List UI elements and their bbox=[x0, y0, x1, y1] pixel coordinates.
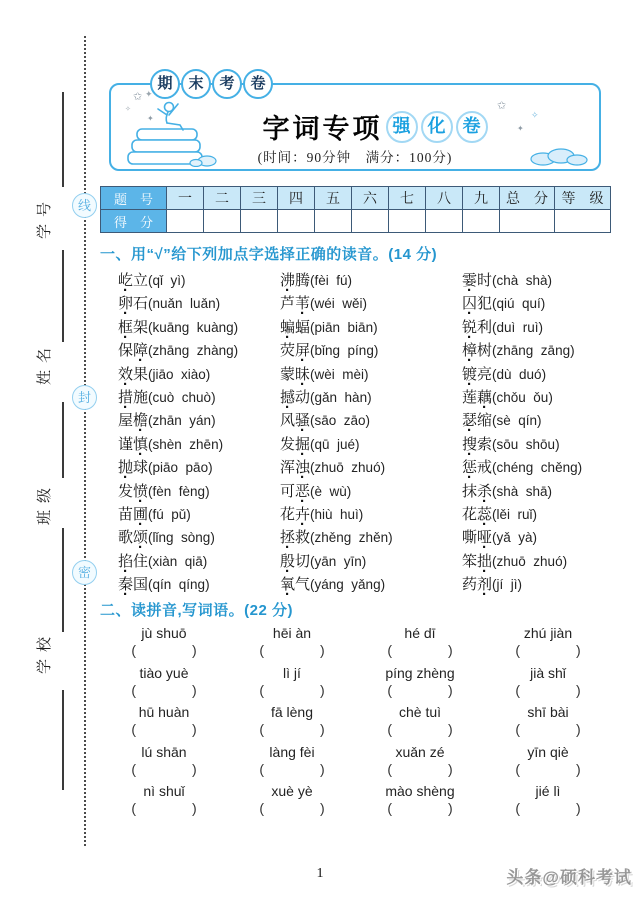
pinyin-options: (chǒu ǒu) bbox=[492, 389, 553, 405]
word-item bbox=[280, 363, 462, 386]
pinyin-options: (jiāo xiào) bbox=[148, 366, 211, 382]
score-empty-cell bbox=[241, 210, 278, 233]
pinyin-options: (sè qín) bbox=[492, 413, 542, 429]
answer-blank: ( ) bbox=[387, 642, 453, 658]
pinyin-cell bbox=[100, 703, 228, 743]
pinyin-text: xuǎn zé bbox=[395, 743, 445, 760]
sidebar-field-label: 班级 bbox=[36, 481, 53, 526]
pinyin-cell bbox=[356, 624, 484, 664]
dotted-character: 措 bbox=[118, 388, 134, 406]
word-character: 切 bbox=[295, 552, 311, 570]
word-item bbox=[462, 456, 628, 479]
word-item bbox=[462, 339, 628, 362]
pinyin-options: (chà shà) bbox=[492, 273, 553, 288]
writing-line bbox=[62, 528, 64, 632]
word-item bbox=[462, 433, 628, 456]
dotted-character: 苇 bbox=[295, 295, 311, 313]
badge-char: 考 bbox=[212, 69, 242, 99]
pinyin-text: jià shǐ bbox=[530, 664, 566, 681]
pinyin-options: (yǎ yà) bbox=[492, 530, 538, 546]
pinyin-text: lì jí bbox=[283, 664, 301, 681]
pinyin-options: (sōu shōu) bbox=[492, 436, 560, 452]
paper-title-row bbox=[191, 107, 559, 146]
answer-blank: ( ) bbox=[131, 760, 197, 777]
score-empty-cell bbox=[167, 210, 204, 233]
dotted-character: 卉 bbox=[295, 505, 311, 523]
word-character: 索 bbox=[477, 435, 493, 453]
dotted-character: 蕊 bbox=[477, 505, 493, 523]
pinyin-text: zhú jiàn bbox=[523, 625, 573, 641]
word-item bbox=[462, 269, 628, 292]
section1-word-grid bbox=[118, 269, 628, 596]
word-character: 芦 bbox=[280, 295, 296, 313]
word-character: 歌 bbox=[118, 529, 134, 547]
word-character: 石 bbox=[133, 295, 149, 313]
pinyin-options: (lěi ruǐ) bbox=[492, 506, 538, 522]
score-column-header: 三 bbox=[241, 187, 278, 210]
dotted-character: 卵 bbox=[118, 295, 134, 313]
dotted-character: 恶 bbox=[295, 482, 311, 500]
pinyin-cell bbox=[484, 624, 612, 664]
answer-blank: ( ) bbox=[387, 721, 453, 737]
word-item bbox=[462, 363, 628, 386]
score-column-header: 四 bbox=[278, 187, 315, 210]
word-character: 犯 bbox=[477, 295, 493, 313]
word-item bbox=[118, 480, 280, 503]
pinyin-options: (qín qíng) bbox=[148, 577, 210, 593]
score-column-header: 九 bbox=[463, 187, 500, 210]
pinyin-options: (qǐ yì) bbox=[148, 273, 186, 288]
word-item bbox=[118, 503, 280, 526]
word-character: 花 bbox=[462, 505, 478, 523]
pinyin-options: (wéi wěi) bbox=[310, 296, 368, 312]
pinyin-options: (qū jué) bbox=[310, 436, 360, 452]
word-item bbox=[118, 386, 280, 409]
pinyin-options: (kuāng kuàng) bbox=[148, 319, 239, 335]
score-table bbox=[100, 186, 611, 233]
dotted-character: 障 bbox=[133, 342, 149, 360]
dotted-character: 框 bbox=[118, 318, 134, 336]
pinyin-options: (è wù) bbox=[310, 483, 352, 499]
dotted-character: 檐 bbox=[133, 412, 149, 430]
score-table-grid bbox=[100, 186, 611, 233]
word-item bbox=[280, 573, 462, 596]
word-item bbox=[118, 433, 280, 456]
dotted-character: 镀 bbox=[462, 365, 478, 383]
word-item bbox=[462, 503, 628, 526]
answer-blank: ( ) bbox=[515, 721, 581, 737]
word-item bbox=[280, 316, 462, 339]
word-item bbox=[462, 316, 628, 339]
pinyin-options: (piāo pāo) bbox=[148, 460, 213, 476]
badge-char: 期 bbox=[150, 69, 180, 99]
answer-blank: ( ) bbox=[259, 800, 325, 816]
pinyin-cell bbox=[484, 782, 612, 822]
pinyin-options: (zhěng zhěn) bbox=[310, 530, 393, 546]
pinyin-text: fā lèng bbox=[270, 704, 314, 720]
title-circled-char: 卷 bbox=[456, 111, 488, 143]
answer-blank: ( ) bbox=[387, 681, 453, 698]
word-item bbox=[118, 292, 280, 315]
score-column-header: 五 bbox=[315, 187, 352, 210]
word-item bbox=[118, 456, 280, 479]
word-character: 花 bbox=[280, 505, 296, 523]
pinyin-cell bbox=[100, 664, 228, 704]
dotted-character: 愤 bbox=[133, 482, 149, 500]
pinyin-options: (jí jì) bbox=[492, 577, 523, 593]
dotted-character: 霎 bbox=[462, 272, 478, 289]
pinyin-cell bbox=[356, 703, 484, 743]
seal-char: 密 bbox=[72, 560, 97, 585]
pinyin-cell bbox=[484, 703, 612, 743]
sidebar-field-label: 学号 bbox=[36, 195, 53, 240]
pinyin-cell bbox=[484, 664, 612, 704]
word-character: 风 bbox=[280, 412, 296, 430]
word-character: 苗 bbox=[118, 505, 134, 523]
pinyin-options: (fèi fú) bbox=[310, 273, 353, 288]
paper-title-text: 字词专项 bbox=[262, 114, 383, 144]
title-circled-char: 强 bbox=[386, 111, 418, 143]
word-item bbox=[280, 269, 462, 292]
word-item bbox=[280, 480, 462, 503]
score-row-label: 题 号 bbox=[101, 187, 167, 210]
word-character: 谨 bbox=[118, 435, 134, 453]
dotted-character: 撼 bbox=[280, 388, 296, 406]
word-character: 抹 bbox=[462, 482, 478, 500]
seal-fold-dotted-line bbox=[84, 36, 86, 846]
pinyin-options: (chéng chěng) bbox=[492, 460, 583, 476]
pinyin-options: (cuò chuò) bbox=[148, 389, 216, 405]
star-icon: ✦ bbox=[147, 114, 154, 123]
dotted-character: 屹 bbox=[118, 272, 134, 289]
title-circled-chars bbox=[383, 111, 488, 143]
pinyin-text: lú shān bbox=[141, 743, 187, 760]
pinyin-cell bbox=[356, 743, 484, 783]
word-character: 施 bbox=[133, 388, 149, 406]
star-icon: ✩ bbox=[497, 100, 507, 112]
pinyin-options: (zhuō zhuó) bbox=[310, 460, 386, 476]
pinyin-options: (nuǎn luǎn) bbox=[148, 296, 221, 312]
pinyin-cell bbox=[228, 664, 356, 704]
pinyin-options: (gǎn hàn) bbox=[310, 389, 372, 405]
word-character: 时 bbox=[477, 272, 493, 289]
word-character: 蝠 bbox=[295, 318, 311, 336]
dotted-character: 剂 bbox=[477, 576, 493, 594]
answer-blank: ( ) bbox=[131, 721, 197, 737]
pinyin-options: (hiù huì) bbox=[310, 506, 364, 522]
score-column-header: 二 bbox=[204, 187, 241, 210]
score-empty-cell bbox=[555, 210, 611, 233]
word-item bbox=[462, 386, 628, 409]
dotted-character: 屏 bbox=[295, 342, 311, 360]
pinyin-options: (fú pǔ) bbox=[148, 506, 191, 522]
word-character: 荧 bbox=[280, 342, 296, 360]
pinyin-options: (wèi mèi) bbox=[310, 366, 369, 382]
pinyin-options: (lǐng sòng) bbox=[148, 530, 215, 546]
pinyin-options: (zhāng zāng) bbox=[492, 343, 575, 359]
score-empty-cell bbox=[463, 210, 500, 233]
cloud-decoration bbox=[525, 141, 589, 167]
word-character: 果 bbox=[133, 365, 149, 383]
word-item bbox=[280, 456, 462, 479]
answer-blank: ( ) bbox=[259, 721, 325, 737]
pinyin-text: chè tuì bbox=[398, 704, 442, 720]
word-character: 气 bbox=[295, 576, 311, 594]
pinyin-cell bbox=[228, 782, 356, 822]
answer-blank: ( ) bbox=[259, 681, 325, 698]
answer-blank: ( ) bbox=[515, 642, 581, 658]
badge-char: 卷 bbox=[243, 69, 273, 99]
answer-blank: ( ) bbox=[131, 800, 197, 816]
pinyin-text: píng zhèng bbox=[385, 664, 455, 681]
pinyin-options: (duì ruì) bbox=[492, 319, 544, 335]
pinyin-options: (shèn zhēn) bbox=[148, 436, 224, 452]
word-character: 保 bbox=[118, 342, 134, 360]
word-character: 缩 bbox=[477, 412, 493, 430]
pinyin-options: (dù duó) bbox=[492, 366, 547, 382]
dotted-character: 囚 bbox=[462, 295, 478, 313]
pinyin-cell bbox=[100, 743, 228, 783]
dotted-character: 殷 bbox=[280, 552, 296, 570]
word-character: 屋 bbox=[118, 412, 134, 430]
word-item bbox=[118, 550, 280, 573]
word-item bbox=[280, 409, 462, 432]
dotted-character: 颂 bbox=[133, 529, 149, 547]
pinyin-options: (zhāng zhàng) bbox=[148, 343, 239, 359]
word-character: 笨 bbox=[462, 552, 478, 570]
score-column-header: 一 bbox=[167, 187, 204, 210]
dotted-character: 锐 bbox=[462, 318, 478, 336]
word-character: 球 bbox=[133, 459, 149, 477]
score-empty-cell bbox=[352, 210, 389, 233]
word-character: 住 bbox=[133, 552, 149, 570]
pinyin-options: (zhuō zhuó) bbox=[492, 553, 568, 569]
badge-char: 末 bbox=[181, 69, 211, 99]
word-character: 救 bbox=[295, 529, 311, 547]
pinyin-options: (shà shā) bbox=[492, 483, 553, 499]
dotted-character: 拙 bbox=[477, 552, 493, 570]
section2-title: 二、读拼音,写词语。(22 分) bbox=[100, 602, 294, 619]
pinyin-options: (qiú quí) bbox=[492, 296, 546, 312]
word-item bbox=[280, 526, 462, 549]
answer-blank: ( ) bbox=[259, 760, 325, 777]
writing-line bbox=[62, 250, 64, 342]
answer-blank: ( ) bbox=[387, 800, 453, 816]
pinyin-cell bbox=[484, 743, 612, 783]
score-column-header: 六 bbox=[352, 187, 389, 210]
pinyin-cell bbox=[228, 743, 356, 783]
word-item bbox=[280, 433, 462, 456]
word-item bbox=[118, 269, 280, 292]
answer-blank: ( ) bbox=[387, 760, 453, 777]
answer-blank: ( ) bbox=[131, 642, 197, 658]
pinyin-text: hé dī bbox=[404, 625, 436, 641]
score-empty-cell bbox=[278, 210, 315, 233]
time-score-meta: (时间：90分钟 满分：100分) bbox=[257, 150, 453, 165]
sidebar-field-label: 姓名 bbox=[36, 341, 53, 386]
score-column-header: 七 bbox=[389, 187, 426, 210]
dotted-character: 浊 bbox=[295, 459, 311, 477]
word-item bbox=[118, 363, 280, 386]
dotted-character: 杀 bbox=[477, 482, 493, 500]
exam-badge bbox=[150, 69, 274, 99]
svg-text:✧: ✧ bbox=[125, 106, 131, 113]
word-item bbox=[280, 386, 462, 409]
word-item bbox=[462, 480, 628, 503]
dotted-character: 秦 bbox=[118, 576, 134, 594]
word-character: 药 bbox=[462, 576, 478, 594]
star-icon: ✦ bbox=[517, 124, 524, 133]
pinyin-text: hū huàn bbox=[138, 704, 190, 720]
word-character: 戒 bbox=[477, 459, 493, 477]
word-item bbox=[462, 573, 628, 596]
title-circled-char: 化 bbox=[421, 111, 453, 143]
answer-blank: ( ) bbox=[515, 681, 581, 698]
writing-line bbox=[62, 92, 64, 187]
word-character: 亮 bbox=[477, 365, 493, 383]
pinyin-cell bbox=[100, 782, 228, 822]
dotted-character: 掐 bbox=[118, 552, 134, 570]
star-icon: ✧ bbox=[531, 110, 539, 120]
word-item bbox=[462, 409, 628, 432]
pinyin-options: (yáng yǎng) bbox=[310, 577, 386, 593]
dotted-character: 效 bbox=[118, 365, 134, 383]
score-column-header: 八 bbox=[426, 187, 463, 210]
word-character: 蒙 bbox=[280, 365, 296, 383]
dotted-character: 沸 bbox=[280, 272, 296, 289]
pinyin-text: làng fèi bbox=[269, 743, 315, 760]
dotted-character: 掘 bbox=[295, 435, 311, 453]
word-item bbox=[280, 292, 462, 315]
word-character: 树 bbox=[477, 342, 493, 360]
word-item bbox=[280, 339, 462, 362]
dotted-character: 圃 bbox=[133, 505, 149, 523]
writing-line bbox=[62, 690, 64, 790]
page-number: 1 bbox=[316, 866, 324, 881]
dotted-character: 慎 bbox=[133, 435, 149, 453]
watermark-text: 头条@硕科考试 bbox=[506, 868, 632, 887]
pinyin-options: (zhān yán) bbox=[148, 413, 216, 429]
score-empty-cell bbox=[204, 210, 241, 233]
word-item bbox=[118, 316, 280, 339]
word-character: 国 bbox=[133, 576, 149, 594]
pinyin-options: (fèn fèng) bbox=[148, 483, 210, 499]
pinyin-options: (xiàn qiā) bbox=[148, 553, 208, 569]
score-column-header: 等 级 bbox=[555, 187, 611, 210]
pinyin-options: (sāo zāo) bbox=[310, 413, 371, 429]
pinyin-cell bbox=[100, 624, 228, 664]
word-item bbox=[118, 573, 280, 596]
pinyin-cell bbox=[356, 664, 484, 704]
word-item bbox=[462, 526, 628, 549]
word-character: 腾 bbox=[295, 272, 311, 289]
dotted-character: 蝙 bbox=[280, 318, 296, 336]
word-character: 嘶 bbox=[462, 529, 478, 547]
answer-blank: ( ) bbox=[259, 642, 325, 658]
dotted-character: 搜 bbox=[462, 435, 478, 453]
pinyin-options: (bǐng píng) bbox=[310, 343, 379, 359]
score-empty-cell bbox=[426, 210, 463, 233]
dotted-character: 昧 bbox=[295, 365, 311, 383]
word-item bbox=[280, 503, 462, 526]
word-character: 浑 bbox=[280, 459, 296, 477]
pinyin-text: jié lì bbox=[535, 783, 561, 799]
pinyin-text: mào shèng bbox=[385, 783, 455, 799]
word-item bbox=[280, 550, 462, 573]
dotted-character: 樟 bbox=[462, 342, 478, 360]
word-character: 发 bbox=[118, 482, 134, 500]
dotted-character: 藕 bbox=[477, 388, 493, 406]
score-row-label: 得 分 bbox=[101, 210, 167, 233]
pinyin-options: (piān biān) bbox=[310, 319, 378, 335]
pinyin-cell bbox=[228, 703, 356, 743]
word-character: 立 bbox=[133, 272, 149, 289]
star-icon: ✩ bbox=[133, 91, 143, 103]
dotted-character: 惩 bbox=[462, 459, 478, 477]
word-item bbox=[118, 409, 280, 432]
dotted-character: 骚 bbox=[295, 412, 311, 430]
word-item bbox=[462, 292, 628, 315]
dotted-character: 瑟 bbox=[462, 412, 478, 430]
word-character: 发 bbox=[280, 435, 296, 453]
pinyin-text: yīn qiè bbox=[527, 743, 569, 760]
pinyin-text: hēi àn bbox=[272, 625, 312, 641]
seal-char: 封 bbox=[72, 385, 97, 410]
section1-title: 一、用“√”给下列加点字选择正确的读音。(14 分) bbox=[100, 246, 438, 263]
pinyin-options: (yān yīn) bbox=[310, 553, 367, 569]
pinyin-text: xuè yè bbox=[271, 783, 313, 799]
pinyin-text: jù shuō bbox=[141, 625, 187, 641]
pinyin-text: tiào yuè bbox=[139, 664, 189, 681]
word-item bbox=[118, 339, 280, 362]
answer-blank: ( ) bbox=[515, 760, 581, 777]
section2-pinyin-grid bbox=[100, 624, 612, 822]
score-empty-cell bbox=[500, 210, 555, 233]
dotted-character: 氧 bbox=[280, 576, 296, 594]
word-item bbox=[462, 550, 628, 573]
word-character: 莲 bbox=[462, 388, 478, 406]
dotted-character: 拯 bbox=[280, 529, 296, 547]
pinyin-text: nì shuǐ bbox=[143, 783, 185, 799]
word-character: 利 bbox=[477, 318, 493, 336]
pinyin-cell bbox=[228, 624, 356, 664]
writing-line bbox=[62, 402, 64, 478]
pinyin-text: shī bài bbox=[527, 704, 569, 720]
pinyin-cell bbox=[356, 782, 484, 822]
score-empty-cell bbox=[315, 210, 352, 233]
word-character: 架 bbox=[133, 318, 149, 336]
word-item bbox=[118, 526, 280, 549]
score-column-header: 总 分 bbox=[500, 187, 555, 210]
answer-blank: ( ) bbox=[131, 681, 197, 698]
seal-char: 线 bbox=[72, 193, 97, 218]
word-character: 动 bbox=[295, 388, 311, 406]
dotted-character: 抛 bbox=[118, 459, 134, 477]
answer-blank: ( ) bbox=[515, 800, 581, 816]
word-character: 可 bbox=[280, 482, 296, 500]
sidebar-field-label: 学校 bbox=[36, 630, 53, 675]
score-empty-cell bbox=[389, 210, 426, 233]
svg-text:✦: ✦ bbox=[145, 89, 153, 99]
dotted-character: 哑 bbox=[477, 529, 493, 547]
